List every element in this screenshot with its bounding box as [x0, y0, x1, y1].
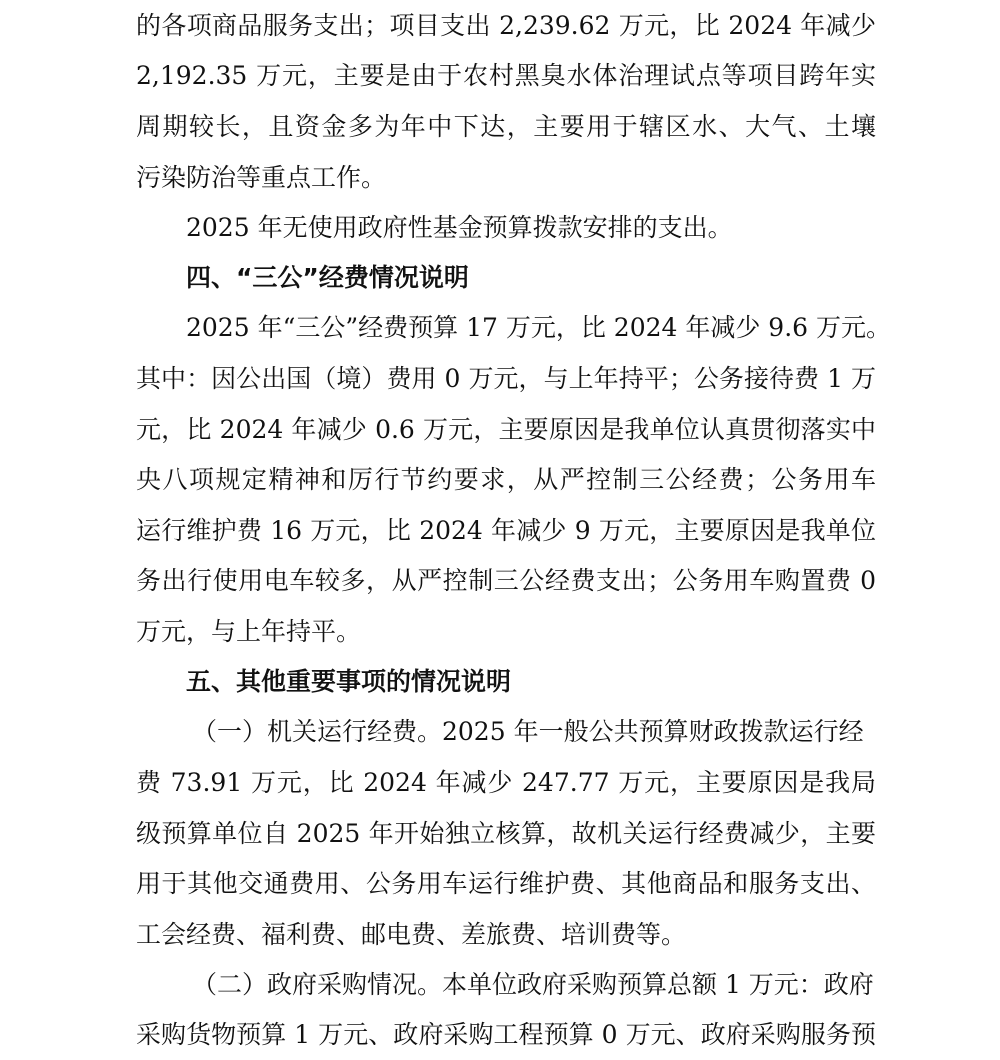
paragraph-line: 采购货物预算 1 万元、政府采购工程预算 0 万元、政府采购服务预 [136, 1020, 876, 1049]
paragraph-line: 污染防治等重点工作。 [136, 163, 387, 192]
paragraph-line: 2025 年无使用政府性基金预算拨款安排的支出。 [186, 213, 733, 242]
paragraph-line: 用于其他交通费用、公务用车运行维护费、其他商品和服务支出、 [136, 869, 876, 898]
section-heading-five: 五、其他重要事项的情况说明 [186, 667, 512, 696]
paragraph-line: 元，比 2024 年减少 0.6 万元，主要原因是我单位认真贯彻落实中 [136, 415, 876, 444]
paragraph-line: 2025 年“三公”经费预算 17 万元，比 2024 年减少 9.6 万元。 [186, 313, 892, 342]
paragraph-line: （二）政府采购情况。本单位政府采购预算总额 1 万元：政府 [192, 970, 874, 999]
paragraph-line: 的各项商品服务支出；项目支出 2,239.62 万元，比 2024 年减少 [136, 11, 876, 40]
section-heading-four: 四、“三公”经费情况说明 [186, 263, 469, 292]
paragraph-line: 工会经费、福利费、邮电费、差旅费、培训费等。 [136, 920, 687, 949]
paragraph-line: 级预算单位自 2025 年开始独立核算，故机关运行经费减少，主要 [136, 819, 876, 848]
paragraph-line: 万元，与上年持平。 [136, 617, 362, 646]
document-page [136, 0, 892, 1059]
paragraph-line: 其中：因公出国（境）费用 0 万元，与上年持平；公务接待费 1 万 [136, 364, 876, 393]
paragraph-line: 央八项规定精神和厉行节约要求，从严控制三公经费；公务用车 [136, 465, 876, 494]
paragraph-line: 运行维护费 16 万元，比 2024 年减少 9 万元，主要原因是我单位 [136, 516, 876, 545]
paragraph-line: 费 73.91 万元，比 2024 年减少 247.77 万元，主要原因是我局 [136, 768, 876, 797]
paragraph-line: 周期较长，且资金多为年中下达，主要用于辖区水、大气、土壤 [136, 112, 876, 141]
paragraph-line: 2,192.35 万元，主要是由于农村黑臭水体治理试点等项目跨年实 [136, 61, 876, 90]
paragraph-line: 务出行使用电车较多，从严控制三公经费支出；公务用车购置费 0 [136, 566, 876, 595]
paragraph-line: （一）机关运行经费。2025 年一般公共预算财政拨款运行经 [192, 717, 864, 746]
